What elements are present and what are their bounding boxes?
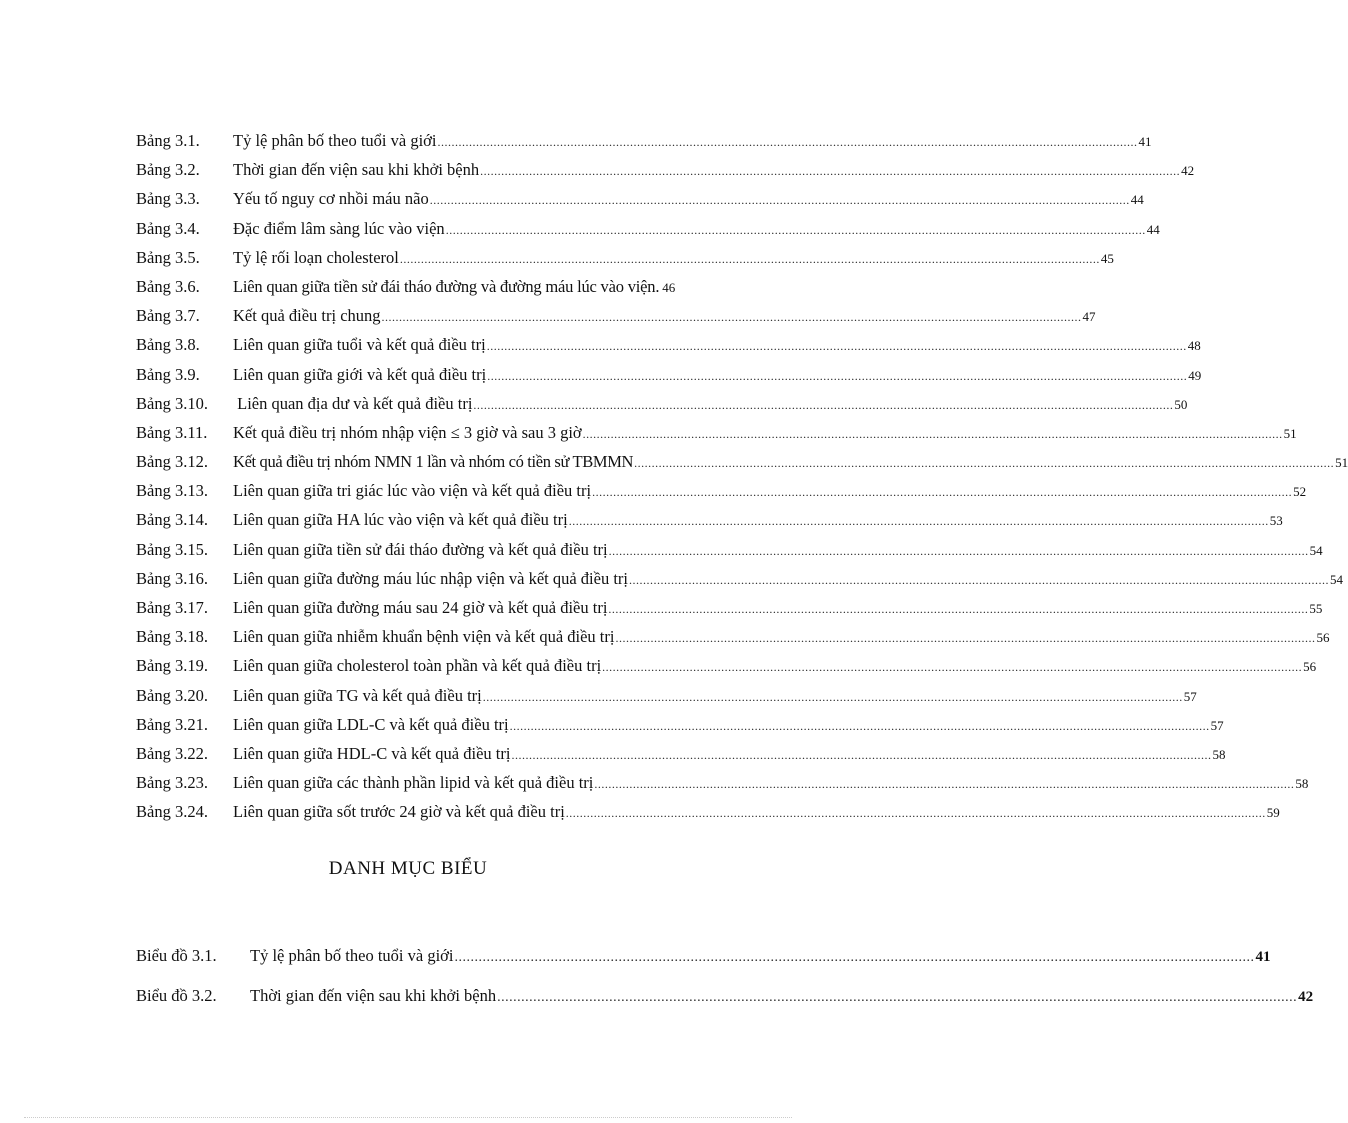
entry-number: Bảng 3.11. [136,422,208,442]
toc-entry [136,743,1226,773]
entry-title: Liên quan giữa tuổi và kết quả điều trị [233,335,486,355]
entry-number: Bảng 3.10. [136,393,208,413]
entry-number: Bảng 3.23. [136,773,208,793]
entry-number: Bảng 3.14. [136,510,208,530]
entry-page: 51 [1335,455,1348,471]
toc-entry [136,364,1202,394]
dot-leader [608,602,1308,617]
toc-entry [136,335,1201,364]
entry-page: 58 [1295,776,1309,792]
entry-page: 54 [1309,542,1323,558]
toc-entry [136,277,738,306]
toc-entry [136,218,1160,248]
entry-number: Bảng 3.18. [136,627,208,647]
entry-number: Bảng 3.22. [136,743,208,763]
entry-title: Liên quan giữa giới và kết quả điều trị [233,364,487,384]
entry-title: Liên quan giữa tiền sử đái tháo đường và đường máu lúc vào viện. [233,276,660,296]
dot-leader [487,339,1187,354]
toc-entry [136,568,1344,598]
toc-entry [136,685,1197,715]
entry-title: Liên quan giữa tri giác lúc vào viện và kết quả điều trị [233,481,592,501]
entry-number: Bảng 3.5. [136,247,200,267]
entry-number: Bảng 3.1. [136,131,200,150]
dot-leader [569,514,1269,529]
dot-leader [382,310,1082,325]
entry-number: Bảng 3.19. [136,656,208,676]
toc-entry [136,481,1307,510]
entry-number: Bảng 3.12. [136,452,208,472]
dot-leader [609,544,1309,559]
dot-leader [446,223,1146,238]
dot-leader [566,806,1266,821]
entry-title: Tỷ lệ rối loạn cholesterol [233,247,399,267]
entry-number: Bảng 3.21. [136,714,208,734]
entry-page: 44 [1146,221,1160,237]
entry-number: Bảng 3.3. [136,189,200,209]
entry-title: Liên quan giữa HDL-C và kết quả điều trị [233,743,511,763]
entry-title: Liên quan giữa tiền sử đái tháo đường và kết quả điều trị [233,539,608,559]
dot-leader [511,748,1211,763]
entry-page: 56 [1316,630,1330,646]
entry-page: 45 [1100,250,1114,266]
dot-leader [483,690,1183,705]
toc-entry [136,452,1348,481]
entry-title: Đặc điểm lâm sàng lúc vào viện [233,218,445,238]
entry-page: 41 [1255,949,1271,965]
entry-title: Kết quả điều trị nhóm nhập viện ≤ 3 giờ và sau 3 giờ [233,422,582,442]
entry-number: Bảng 3.8. [136,335,200,355]
toc-entry [136,539,1323,569]
dot-leader [629,573,1329,588]
entry-page: 57 [1210,717,1224,733]
toc-entry [136,627,1330,656]
entry-page: 51 [1283,425,1297,441]
entry-page: 42 [1181,163,1195,179]
entry-number: Bảng 3.4. [136,218,200,238]
toc-entry [136,598,1323,627]
dot-leader [400,252,1100,267]
entry-title: Kết quả điều trị chung [233,306,381,326]
dot-leader [473,398,1173,413]
dot-leader [592,485,1292,500]
entry-number: Bảng 3.9. [136,364,200,384]
toc-entry [136,656,1317,685]
entry-page: 56 [1303,659,1317,675]
entry-page: 57 [1183,688,1197,704]
dot-leader [602,660,1302,675]
entry-number: Bảng 3.15. [136,539,208,559]
entry-number: Biểu đồ 3.2. [136,986,217,1005]
toc-entry [136,247,1114,277]
entry-page: 55 [1309,601,1323,616]
entry-title: Yếu tố nguy cơ nhồi máu não [233,189,429,209]
entry-number: Bảng 3.20. [136,685,208,705]
dot-leader [615,631,1315,646]
entry-number: Bảng 3.16. [136,568,208,588]
entry-page: 54 [1330,571,1344,587]
toc-entry [136,160,1195,189]
entry-title: Liên quan giữa LDL-C và kết quả điều trị [233,714,509,734]
entry-page: 49 [1188,367,1202,383]
dot-leader [454,950,1254,966]
entry-number: Bảng 3.24. [136,802,208,822]
toc-entry [136,802,1280,831]
dot-leader [583,427,1283,442]
toc-entry [136,189,1144,218]
entry-title: Tỷ lệ phân bố theo tuổi và giới [233,131,437,150]
entry-number: Bảng 3.7. [136,306,200,326]
entry-title: Thời gian đến viện sau khi khởi bệnh [233,160,480,180]
entry-title: Liên quan giữa cholesterol toàn phần và kết quả điều trị [233,656,602,676]
toc-entry [136,510,1283,539]
entry-page: 41 [1138,134,1152,149]
entry-number: Bảng 3.6. [136,276,200,296]
entry-page: 50 [1174,396,1188,412]
dot-leader [634,456,1334,471]
dot-leader [594,777,1294,792]
entry-title: Liên quan địa dư và kết quả điều trị [233,393,473,413]
toc-entry [136,946,1271,986]
entry-title: Liên quan giữa nhiễm khuẩn bệnh viện và kết quả điều trị [233,627,615,647]
dot-leader [430,193,1130,208]
dot-leader [437,135,1137,150]
dot-leader [497,990,1297,1006]
entry-title: Kết quả điều trị nhóm NMN 1 lần và nhóm có tiền sử TBMMN [233,452,634,472]
entry-page: 48 [1187,338,1201,354]
table-of-tables [136,131,1348,832]
table-of-charts [136,946,1314,1026]
entry-page: 44 [1130,192,1144,208]
toc-entry [136,306,1096,335]
entry-page: 53 [1269,513,1283,529]
entry-title: Liên quan giữa sốt trước 24 giờ và kết quả điều trị [233,802,565,822]
dot-leader [487,369,1187,384]
entry-title: Liên quan giữa đường máu lúc nhập viện và kết quả điều trị [233,568,629,588]
entry-number: Bảng 3.13. [136,481,208,501]
toc-entry [136,773,1309,802]
toc-entry [136,393,1188,423]
entry-number: Biểu đồ 3.1. [136,946,217,965]
entry-title: Thời gian đến viện sau khi khởi bệnh [250,986,497,1005]
entry-title: Liên quan giữa HA lúc vào viện và kết quả điều trị [233,510,568,530]
entry-page: 59 [1266,805,1280,821]
toc-entry [136,131,1152,160]
entry-page: 47 [1082,309,1096,325]
entry-title: Liên quan giữa đường máu sau 24 giờ và kết quả điều trị [233,598,608,617]
toc-entry [136,986,1314,1026]
entry-title: Tỷ lệ phân bố theo tuổi và giới [250,946,454,965]
entry-page: 42 [1298,989,1314,1005]
entry-title: Liên quan giữa TG và kết quả điều trị [233,685,482,705]
entry-number: Bảng 3.2. [136,160,200,180]
entry-page: 58 [1212,746,1226,762]
dot-leader [510,719,1210,734]
entry-page: 52 [1293,484,1307,500]
entry-title: Liên quan giữa các thành phần lipid và kết quả điều trị [233,773,594,793]
dot-leader [480,164,1180,179]
page-bottom-rule [24,1117,792,1118]
toc-entry [136,422,1297,452]
entry-page: 46 [662,279,676,295]
entry-number: Bảng 3.17. [136,598,208,617]
toc-entry [136,714,1224,744]
charts-section-heading: DANH MỤC BIỂU [328,858,488,879]
